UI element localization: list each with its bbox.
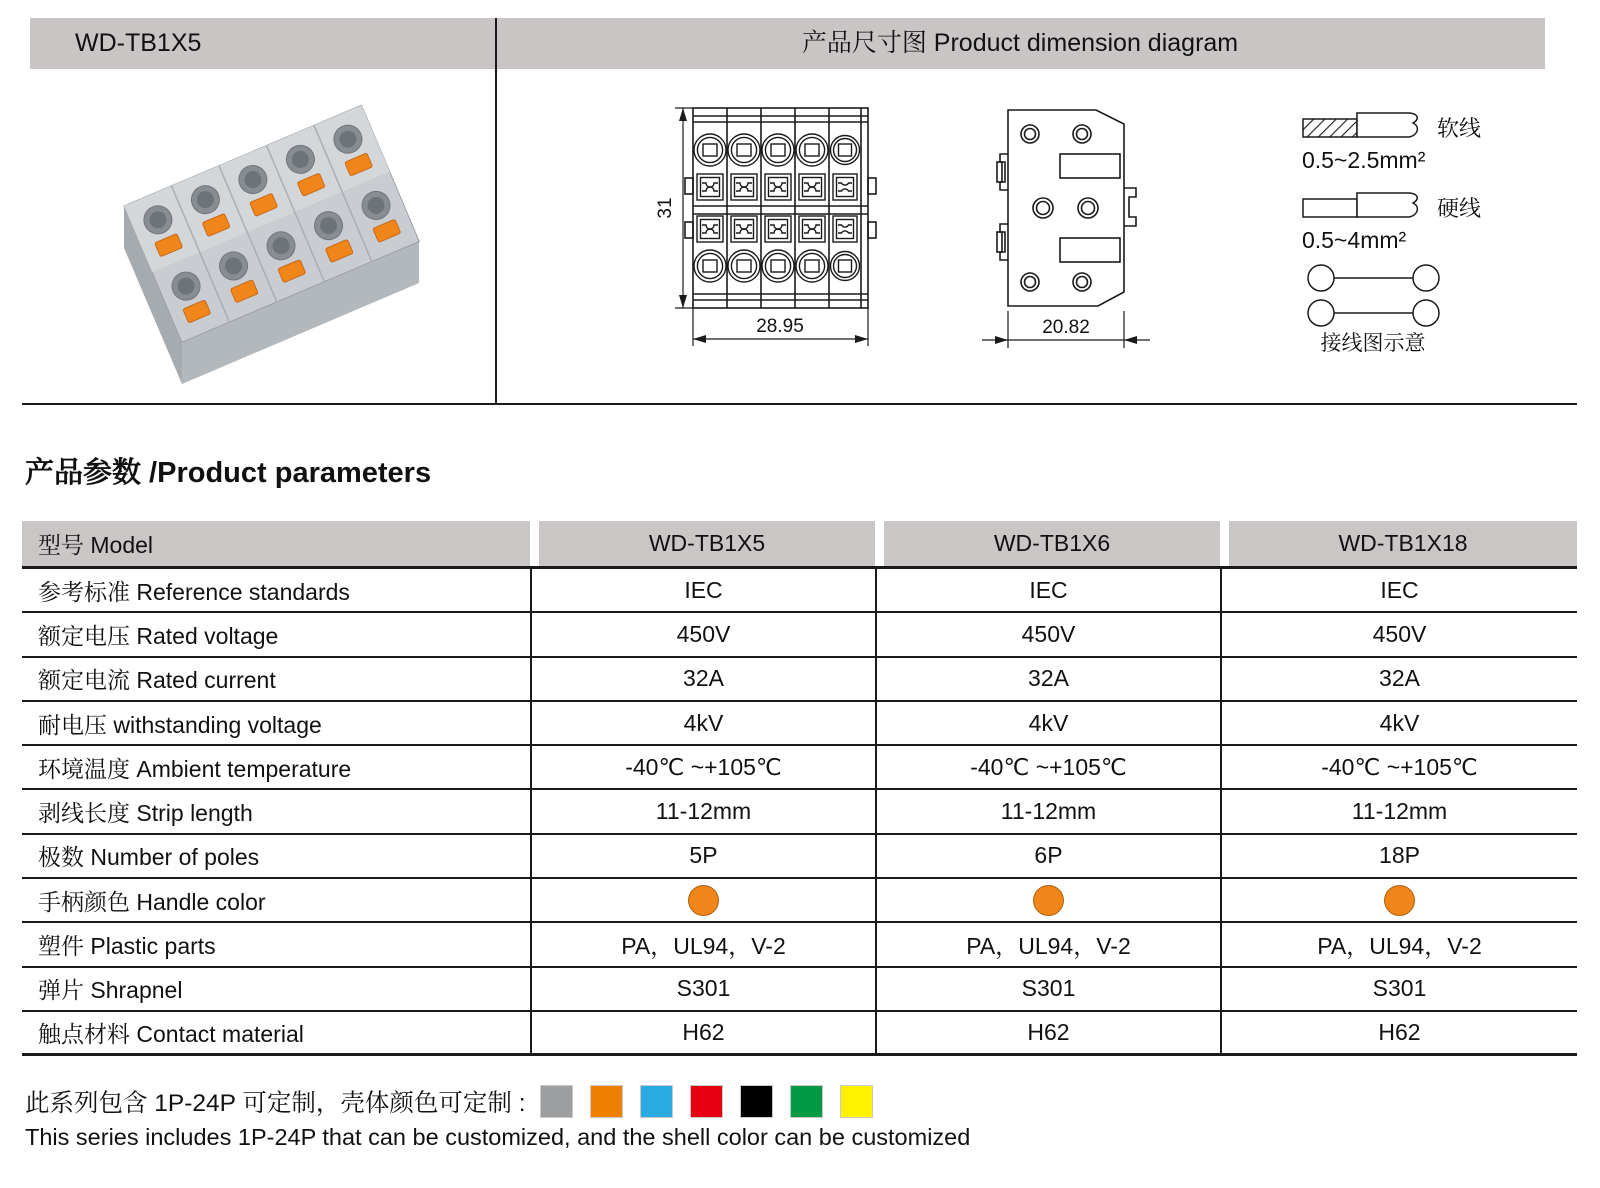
- section-vertical-divider: [495, 18, 497, 404]
- table-header-row: [22, 521, 1577, 569]
- dimension-diagram-title: 产品尺寸图 Product dimension diagram: [801, 29, 1239, 57]
- soft-wire-symbol: [1302, 113, 1481, 173]
- shell-color-swatch: [590, 1085, 623, 1118]
- table-header-model-1: WD-TB1X5: [530, 521, 875, 566]
- top-header-bar: [30, 18, 1545, 69]
- table-row: 参考标准 Reference standards IEC IEC IEC: [22, 569, 1577, 613]
- table-row: 耐电压 withstanding voltage 4kV 4kV 4kV: [22, 702, 1577, 746]
- table-header-model-2: WD-TB1X6: [875, 521, 1220, 566]
- model-title: WD-TB1X5: [75, 29, 202, 57]
- svg-text:0.5~2.5mm²: 0.5~2.5mm²: [1302, 147, 1426, 173]
- svg-text:硬线: 硬线: [1437, 196, 1482, 221]
- table-row: 额定电压 Rated voltage 450V 450V 450V: [22, 613, 1577, 657]
- side-view-drawing: [948, 96, 1188, 363]
- wire-symbols: [1300, 98, 1535, 365]
- wiring-schematic-label: 接线图示意: [1320, 332, 1426, 355]
- side-view-width-dimension: [982, 311, 1150, 348]
- customization-note-en: This series includes 1P-24P that can be customized, and the shell color can be customized: [25, 1124, 971, 1150]
- parameters-table: [22, 521, 1577, 1056]
- front-view-width-dimension: [693, 308, 868, 346]
- svg-text:20.82: 20.82: [1042, 317, 1090, 338]
- table-row: 环境温度 Ambient temperature -40℃ ~+105℃ -40℃ ~+105℃ -40℃ ~+105℃: [22, 746, 1577, 790]
- parameters-heading: 产品参数 /Product parameters: [25, 457, 432, 489]
- shell-color-swatch: [740, 1085, 773, 1118]
- handle-color-dot: [688, 885, 719, 916]
- front-view-poles: [694, 134, 860, 282]
- shell-color-swatches: [540, 1085, 873, 1118]
- handle-color-dot: [1384, 885, 1415, 916]
- table-row: 塑件 Plastic parts PA，UL94，V-2 PA，UL94，V-2 PA，UL94，V-2: [22, 923, 1577, 967]
- shell-color-swatch: [790, 1085, 823, 1118]
- shell-color-swatch: [690, 1085, 723, 1118]
- table-row: 极数 Number of poles 5P 6P 18P: [22, 835, 1577, 879]
- wiring-schematic: [1308, 265, 1439, 326]
- shell-color-swatch: [540, 1085, 573, 1118]
- customization-note-zh: 此系列包含 1P-24P 可定制，壳体颜色可定制 :: [25, 1083, 873, 1119]
- handle-color-dot: [1033, 885, 1064, 916]
- table-row: 触点材料 Contact material H62 H62 H62: [22, 1012, 1577, 1056]
- svg-text:28.95: 28.95: [756, 316, 804, 337]
- hard-wire-symbol: [1302, 193, 1481, 253]
- svg-text:31: 31: [655, 197, 676, 219]
- table-row: 弹片 Shrapnel S301 S301 S301: [22, 968, 1577, 1012]
- section-bottom-rule: [22, 403, 1577, 405]
- table-row: 剥线长度 Strip length 11-12mm 11-12mm 11-12mm: [22, 790, 1577, 834]
- shell-color-swatch: [640, 1085, 673, 1118]
- table-header-label: 型号 Model: [22, 521, 530, 566]
- product-photo: [88, 88, 433, 398]
- table-row: 额定电流 Rated current 32A 32A 32A: [22, 658, 1577, 702]
- table-row-handle-color: 手柄颜色 Handle color: [22, 879, 1577, 923]
- table-header-model-3: WD-TB1X18: [1220, 521, 1577, 566]
- front-view-height-dimension: [655, 108, 693, 308]
- svg-text:软线: 软线: [1437, 116, 1482, 141]
- svg-text:0.5~4mm²: 0.5~4mm²: [1302, 227, 1407, 253]
- shell-color-swatch: [840, 1085, 873, 1118]
- front-view-drawing: [633, 96, 883, 363]
